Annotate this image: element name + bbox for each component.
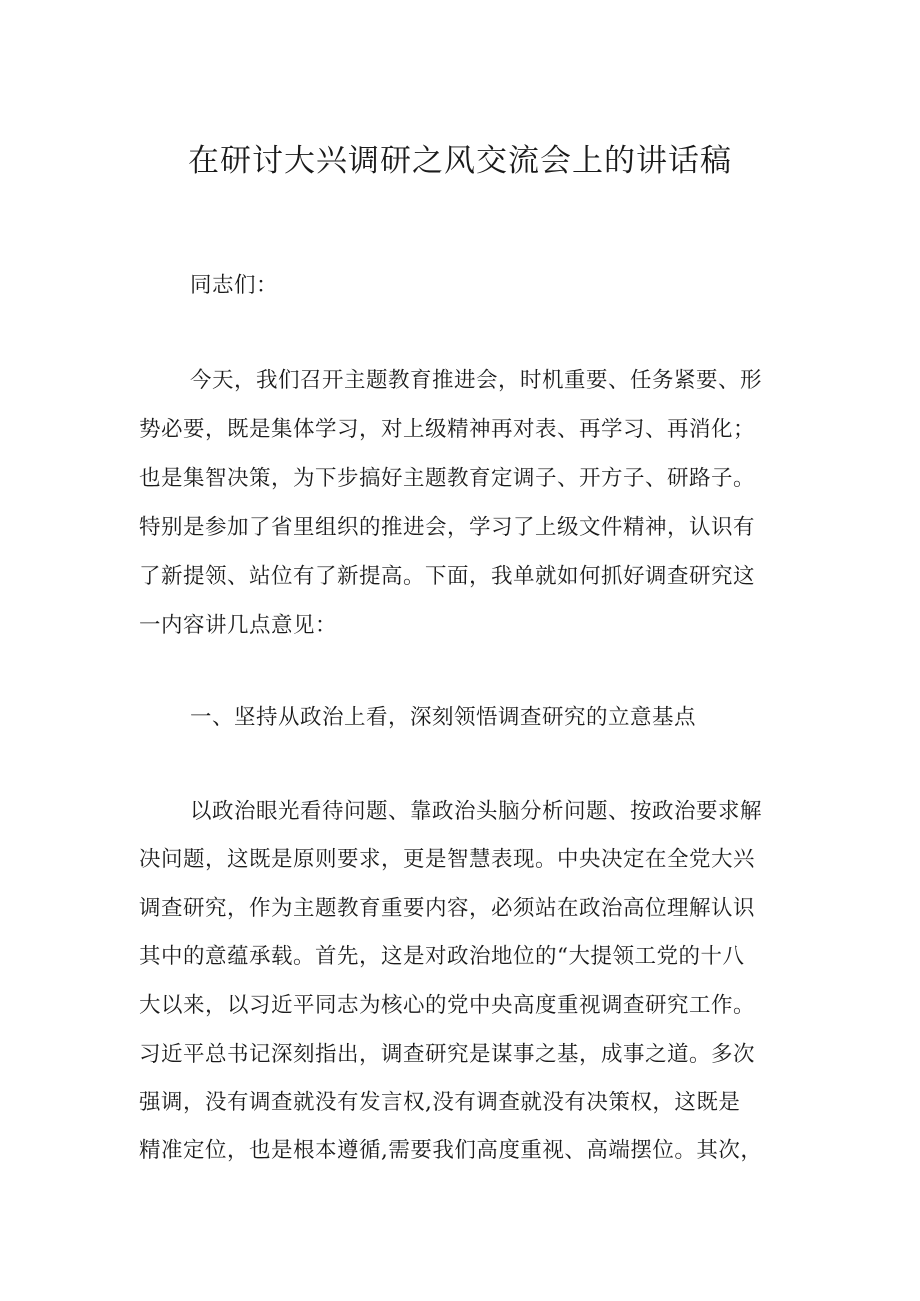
paragraph1-line: 一内容讲几点意见：	[139, 613, 338, 638]
paragraph2-line: 精准定位，也是根本遵循,需要我们高度重视、高端摆位。其次，	[139, 1138, 763, 1163]
section-heading: 一、坚持从政治上看，深刻领悟调查研究的立意基点	[190, 705, 697, 730]
paragraph1-line: 势必要，既是集体学习，对上级精神再对表、再学习、再消化；	[139, 417, 756, 442]
paragraph2-line: 调查研究，作为主题教育重要内容，必须站在政治高位理解认识	[139, 896, 756, 921]
paragraph1-line: 特别是参加了省里组织的推进会，学习了上级文件精神，认识有	[139, 515, 756, 540]
document-title: 在研讨大兴调研之风交流会上的讲话稿	[188, 143, 732, 179]
paragraph2-line: 强调，没有调查就没有发言权,没有调查就没有决策权，这既是	[139, 1090, 741, 1115]
paragraph2-line: 决问题，这既是原则要求，更是智慧表现。中央决定在全党大兴	[139, 847, 756, 872]
paragraph1-line: 今天，我们召开主题教育推进会，时机重要、任务紧要、形	[190, 368, 763, 393]
paragraph2-line: 以政治眼光看待问题、靠政治头脑分析问题、按政治要求解	[190, 799, 763, 824]
paragraph2-line: 大以来，以习近平同志为核心的党中央高度重视调查研究工作。	[139, 993, 756, 1018]
paragraph1-line: 了新提领、站位有了新提高。下面，我单就如何抓好调查研究这	[139, 564, 756, 589]
paragraph2-line: 习近平总书记深刻指出，调查研究是谋事之基，成事之道。多次	[139, 1042, 756, 1067]
paragraph1-line: 也是集智决策，为下步搞好主题教育定调子、开方子、研路子。	[139, 466, 756, 491]
salutation: 同志们：	[190, 273, 279, 298]
paragraph2-line: 其中的意蕴承载。首先，这是对政治地位的“大提领工党的十八	[139, 944, 745, 969]
